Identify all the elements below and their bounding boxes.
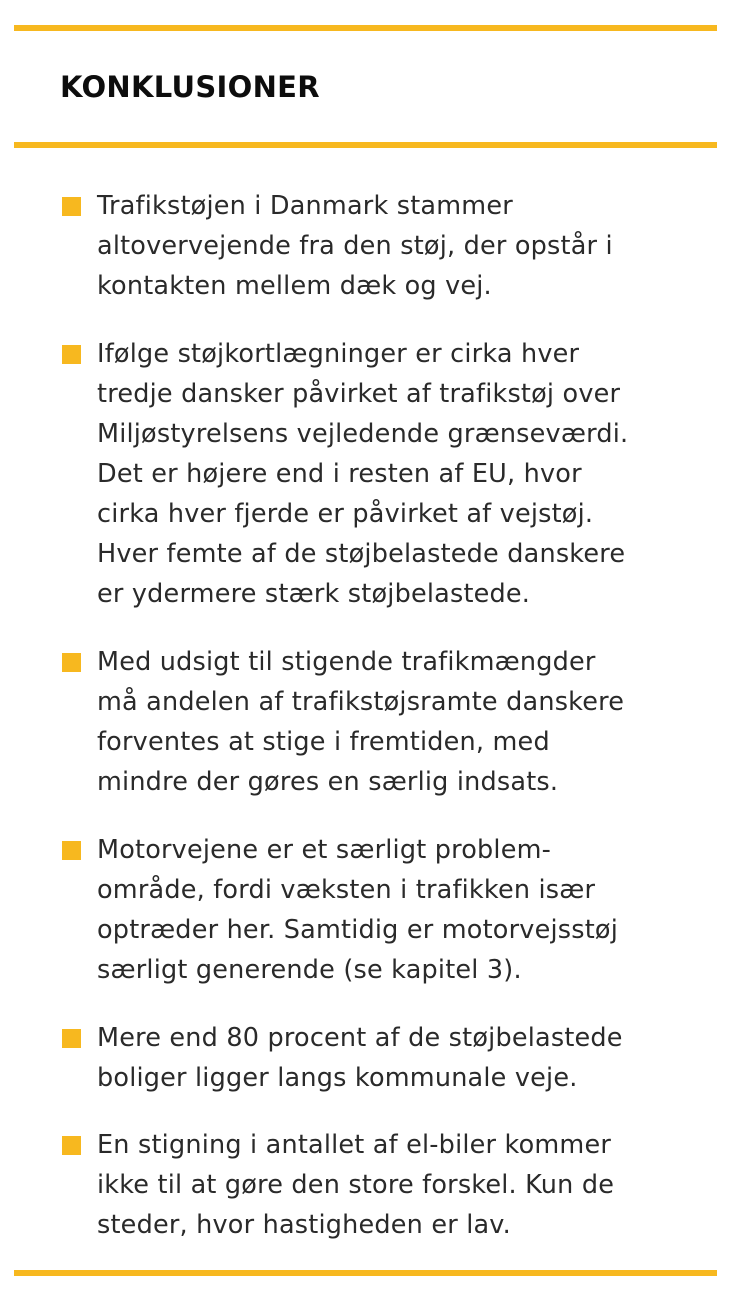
list-item [62,186,702,306]
list-item [62,1125,702,1245]
square-bullet-icon [62,197,81,216]
list-item [62,334,702,614]
bullet-text: Trafikstøjen i Danmark stammer altovervejende fra den støj, der opstår i kontakten mellem dæk og vej. [97,191,613,301]
list-item [62,1018,702,1098]
bullet-text: Ifølge støjkortlægninger er cirka hver tredje dansker påvirket af trafikstøj over Miljøstyrelsens vejledende grænseværdi. Det er højere end i resten af EU, hvor cirka hver fjerde er påvirket af vejstøj. Hver femte af de støjbelastede danskere er ydermere stærk støjbelastede. [97,339,629,609]
bottom-divider [14,1270,717,1276]
conclusions-list [62,186,702,1245]
bullet-text: En stigning i antallet af el-biler kommer ikke til at gøre den store forskel. Kun de steder, hvor hastigheden er lav. [97,1130,615,1240]
square-bullet-icon [62,1136,81,1155]
title-divider [14,142,717,148]
list-item [62,830,702,990]
page-title: KONKLUSIONER [60,70,320,104]
square-bullet-icon [62,653,81,672]
square-bullet-icon [62,1029,81,1048]
bullet-text: Mere end 80 procent af de støjbelastede boliger ligger langs kommunale veje. [97,1023,623,1093]
top-divider [14,25,717,31]
square-bullet-icon [62,841,81,860]
list-item [62,642,702,802]
bullet-text: Med udsigt til stigende trafikmængder må andelen af trafikstøjsramte danskere forventes at stige i fremtiden, med mindre der gøres en særlig indsats. [97,647,625,797]
square-bullet-icon [62,345,81,364]
bullet-text: Motorvejene er et særligt problem- område, fordi væksten i trafikken især optræder her. Samtidig er motorvejsstøj særligt generende (se kapitel 3). [97,835,618,985]
